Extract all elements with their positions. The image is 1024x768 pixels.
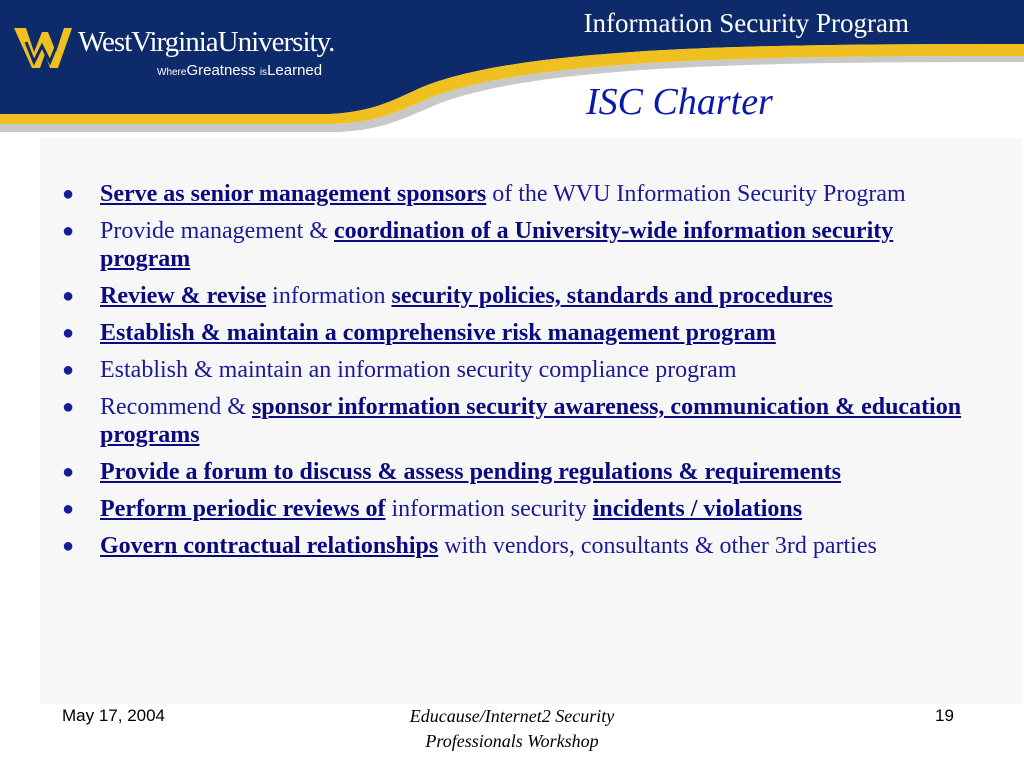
bullet-text: with vendors, consultants & other 3rd parties (438, 533, 877, 559)
footer-date: May 17, 2004 (62, 706, 166, 725)
bullet-item (62, 495, 962, 523)
bullet-dot-icon: ● (62, 535, 75, 557)
slide-title: ISC Charter (586, 81, 773, 123)
bullet-dot-icon: ● (62, 220, 75, 242)
university-name: WestVirginiaUniversity. (78, 26, 335, 58)
bullet-item (62, 393, 962, 449)
bullet-emphasis-text: Serve as senior management sponsors (100, 181, 487, 207)
bullet-emphasis-text: Review & revise (100, 283, 267, 309)
footer-event (362, 704, 662, 754)
footer-event-line2: Professionals Workshop (425, 731, 599, 751)
bullet-item (62, 319, 962, 347)
tagline-greatness: Greatness (186, 62, 256, 79)
bullet-emphasis-text: Establish & maintain a comprehensive risk management program (100, 320, 776, 346)
bullet-dot-icon: ● (62, 498, 75, 520)
bullet-emphasis-text: Perform periodic reviews of (100, 496, 386, 522)
bullet-item (62, 180, 962, 208)
bullet-dot-icon: ● (62, 183, 75, 205)
bullet-dot-icon: ● (62, 359, 75, 381)
bullet-emphasis-text: coordination of a University-wide information security program (100, 218, 894, 272)
bullet-dot-icon: ● (62, 285, 75, 307)
bullet-text: of the WVU Information Security Program (486, 181, 906, 207)
bullet-item (62, 282, 962, 310)
program-title: Information Security Program (583, 8, 909, 38)
bullet-text: Recommend & (100, 394, 252, 420)
bullet-emphasis-text: security policies, standards and procedures (391, 283, 833, 309)
page-number: 19 (935, 706, 954, 725)
bullet-text: information security (385, 496, 593, 522)
bullet-text: Establish & maintain an information security compliance program (100, 357, 737, 383)
bullet-item (62, 356, 962, 384)
tagline-where: Where (157, 67, 187, 78)
bullet-dot-icon: ● (62, 461, 75, 483)
bullet-item (62, 532, 962, 560)
bullet-dot-icon: ● (62, 396, 75, 418)
university-tagline (157, 62, 322, 79)
bullet-dot-icon: ● (62, 322, 75, 344)
footer-event-line1: Educause/Internet2 Security (409, 706, 615, 726)
bullet-text: information (266, 283, 392, 309)
bullet-emphasis-text: incidents / violations (592, 496, 803, 522)
bullet-item (62, 458, 962, 486)
university-logo (12, 22, 342, 82)
bullet-list (62, 180, 962, 569)
bullet-text: Provide management & (100, 218, 334, 244)
bullet-emphasis-text: Provide a forum to discuss & assess pending regulations & requirements (100, 459, 841, 485)
tagline-learned: Learned (267, 62, 323, 79)
wv-flying-logo-icon (12, 22, 72, 78)
bullet-emphasis-text: Govern contractual relationships (100, 533, 439, 559)
bullet-item (62, 217, 962, 273)
bullet-emphasis-text: sponsor information security awareness, communication & education programs (100, 394, 962, 448)
tagline-is: is (259, 67, 268, 78)
